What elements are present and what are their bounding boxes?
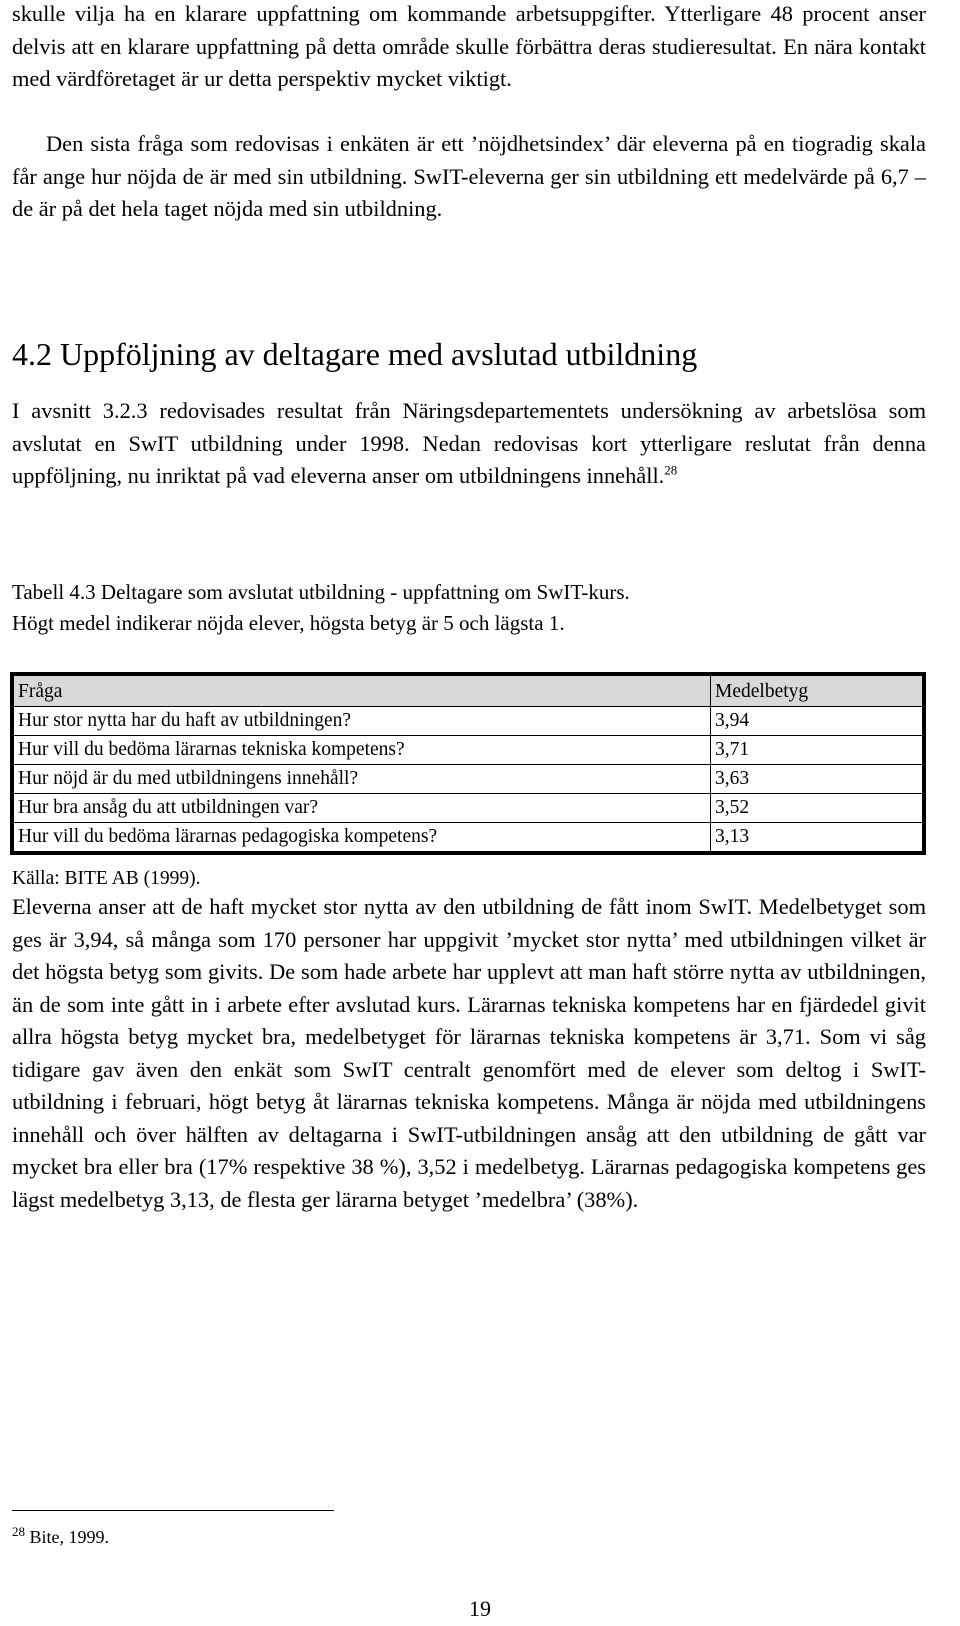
header-question: Fråga xyxy=(12,674,711,707)
table-row xyxy=(12,765,924,794)
row-question: Hur vill du bedöma lärarnas tekniska kompetens? xyxy=(12,736,711,765)
ratings-table xyxy=(10,672,926,855)
table-caption-line-2: Högt medel indikerar nöjda elever, högsta betyg är 5 och lägsta 1. xyxy=(12,611,565,635)
section-paragraph xyxy=(12,395,926,493)
page-number: 19 xyxy=(469,1596,491,1621)
table-row xyxy=(12,736,924,765)
row-value: 3,71 xyxy=(711,736,925,765)
footnote xyxy=(12,1524,109,1550)
row-question: Hur stor nytta har du haft av utbildningen? xyxy=(12,707,711,736)
table-caption xyxy=(12,577,630,639)
row-value: 3,63 xyxy=(711,765,925,794)
table-row xyxy=(12,823,924,854)
row-question: Hur nöjd är du med utbildningens innehåll? xyxy=(12,765,711,794)
row-value: 3,52 xyxy=(711,794,925,823)
footnote-reference: 28 xyxy=(664,462,678,478)
intro-paragraph-2 xyxy=(12,128,926,226)
body-paragraph: Eleverna anser att de haft mycket stor nytta av den utbildning de fått inom SwIT. Medelbetyget som ges är 3,94, så många som 170 personer har uppgivit ’mycket stor nytta’ med utbildningen vilket är det högsta betyg som givits. De som hade arbete har upplevt att man haft större nytta av utbildningen, än de som inte gått in i arbete efter avslutad kurs. Lärarnas tekniska kompetens har en fjärdedel givit allra högsta betyg mycket bra, medelbetyget för lärarnas tekniska kompetens är 3,71. Som vi såg tidigare gav även den enkät som SwIT centralt genomfört med de elever som deltog i SwIT-utbildning i februari, högt betyg åt lärarnas tekniska kompetens. Många är nöjda med utbildningens innehåll och över hälften av deltagarna i SwIT-utbildningen ansåg att den utbildning de gått var mycket bra eller bra (17% respektive 38 %), 3,52 i medelbetyg. Lärarnas pedagogiska kompetens ges lägst medelbetyg 3,13, de flesta ger lärarna betyget ’medelbra’ (38%). xyxy=(12,894,926,1212)
section-heading: 4.2 Uppföljning av deltagare med avslutad utbildning xyxy=(12,336,698,372)
row-value: 3,94 xyxy=(711,707,925,736)
row-value: 3,13 xyxy=(711,823,925,854)
section-paragraph-text: I avsnitt 3.2.3 redovisades resultat från Näringsdepartementets undersökning av arbetslösa som avslutat en SwIT utbildning under 1998. Nedan redovisas kort ytterligare reslutat från denna uppföljning, nu inriktat på vad eleverna anser om utbildningens innehåll. xyxy=(12,398,926,488)
intro-paragraph-2-text: Den sista fråga som redovisas i enkäten är ett ’nöjdhetsindex’ där eleverna på en tiogradig skala får ange hur nöjda de är med sin utbildning. SwIT-eleverna ger sin utbildning ett medelvärde på 6,7 – de är på det hela taget nöjda med sin utbildning. xyxy=(12,131,926,221)
row-question: Hur bra ansåg du att utbildningen var? xyxy=(12,794,711,823)
table-source: Källa: BITE AB (1999). xyxy=(12,868,201,889)
footnote-divider xyxy=(12,1510,334,1511)
table-row xyxy=(12,707,924,736)
intro-paragraph-1: skulle vilja ha en klarare uppfattning om kommande arbetsuppgifter. Ytterligare 48 procent anser delvis att en klarare uppfattning på detta område skulle förbättra deras studieresultat. En nära kontakt med värdföretaget är ur detta perspektiv mycket viktigt. xyxy=(12,1,926,91)
footnote-text: Bite, 1999. xyxy=(29,1527,109,1547)
header-value: Medelbetyg xyxy=(711,674,925,707)
table-caption-line-1: Tabell 4.3 Deltagare som avslutat utbildning - uppfattning om SwIT-kurs. xyxy=(12,580,630,604)
table-header-row xyxy=(12,674,924,707)
footnote-number: 28 xyxy=(12,1524,25,1539)
row-question: Hur vill du bedöma lärarnas pedagogiska kompetens? xyxy=(12,823,711,854)
table-row xyxy=(12,794,924,823)
